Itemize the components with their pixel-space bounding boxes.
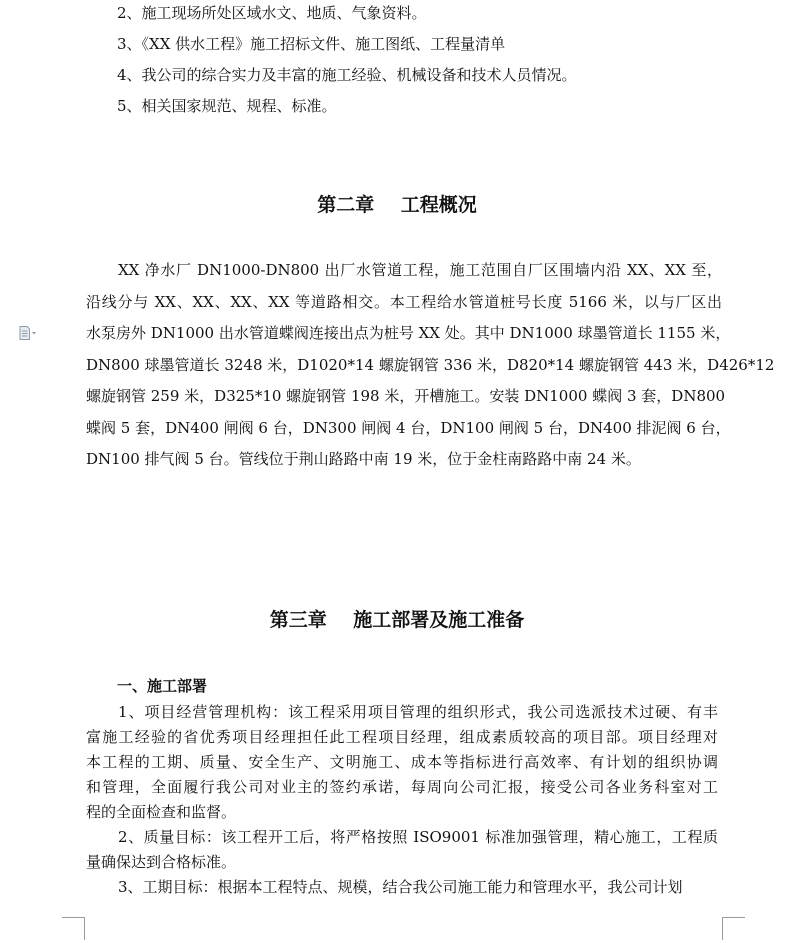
paragraph-line: 螺旋钢管 259 米，D325*10 螺旋钢管 198 米，开槽施工。安装 DN1000 蝶阀 3 套，DN800 bbox=[86, 387, 726, 405]
paragraph-line: 沿线分与 XX、XX、XX、XX 等道路相交。本工程给水管道桩号长度 5166 米，以与厂区出 bbox=[86, 292, 722, 311]
paragraph-line: XX 净水厂 DN1000-DN800 出厂水管道工程，施工范围自厂区围墙内沿 XX、XX 至， bbox=[118, 261, 722, 279]
page-corner-mark-right bbox=[722, 917, 745, 940]
document-paragraph-icon[interactable] bbox=[19, 326, 37, 340]
basis-item-2: 2、施工现场所处区域水文、地质、气象资料。 bbox=[117, 4, 427, 22]
paragraph-line: 2、质量目标：该工程开工后，将严格按照 ISO9001 标准加强管理，精心施工，工程质 bbox=[118, 828, 718, 846]
page-corner-mark-left bbox=[62, 917, 85, 940]
chapter-2-paragraph bbox=[86, 255, 775, 476]
chapter-2-title: 第二章 工程概况 bbox=[317, 194, 477, 216]
basis-item-3: 3、《XX 供水工程》施工招标文件、施工图纸、工程量清单 bbox=[117, 35, 506, 53]
paragraph-line: 水泵房外 DN1000 出水管道蝶阀连接出点为桩号 XX 处。其中 DN1000 球墨管道长 1155 米， bbox=[86, 324, 731, 342]
paragraph-line: 和管理，全面履行我公司对业主的签约承诺，每周向公司汇报，接受公司各业务科室对工 bbox=[86, 778, 718, 796]
paragraph-line: 3、工期目标：根据本工程特点、规模，结合我公司施工能力和管理水平，我公司计划 bbox=[118, 878, 683, 896]
basis-item-5: 5、相关国家规范、规程、标准。 bbox=[117, 97, 337, 115]
basis-item-4: 4、我公司的综合实力及丰富的施工经验、机械设备和技术人员情况。 bbox=[117, 66, 577, 84]
paragraph-line: 程的全面检查和监督。 bbox=[86, 803, 237, 821]
paragraph-line: 本工程的工期、质量、安全生产、文明施工、成本等指标进行高效率、有计划的组织协调 bbox=[86, 753, 718, 771]
paragraph-line: 富施工经验的省优秀项目经理担任此工程项目经理，组成素质较高的项目部。项目经理对 bbox=[86, 728, 718, 746]
section-heading: 一、施工部署 bbox=[117, 677, 208, 695]
paragraph-line: 量确保达到合格标准。 bbox=[86, 853, 237, 871]
paragraph-line: 蝶阀 5 套，DN400 闸阀 6 台，DN300 闸阀 4 台，DN100 闸阀 5 台，DN400 排泥阀 6 台， bbox=[86, 418, 731, 437]
paragraph-line: DN800 球墨管道长 3248 米，D1020*14 螺旋钢管 336 米，D820*14 螺旋钢管 443 米，D426*12 bbox=[86, 355, 775, 374]
paragraph-line: DN100 排气阀 5 台。管线位于荆山路路中南 19 米，位于金柱南路路中南 24 米。 bbox=[86, 450, 641, 468]
paragraph-line: 1、项目经营管理机构：该工程采用项目管理的组织形式，我公司选派技术过硬、有丰 bbox=[118, 703, 718, 721]
chapter-3-title: 第三章 施工部署及施工准备 bbox=[269, 609, 525, 631]
chapter-3-paragraphs bbox=[86, 700, 718, 900]
